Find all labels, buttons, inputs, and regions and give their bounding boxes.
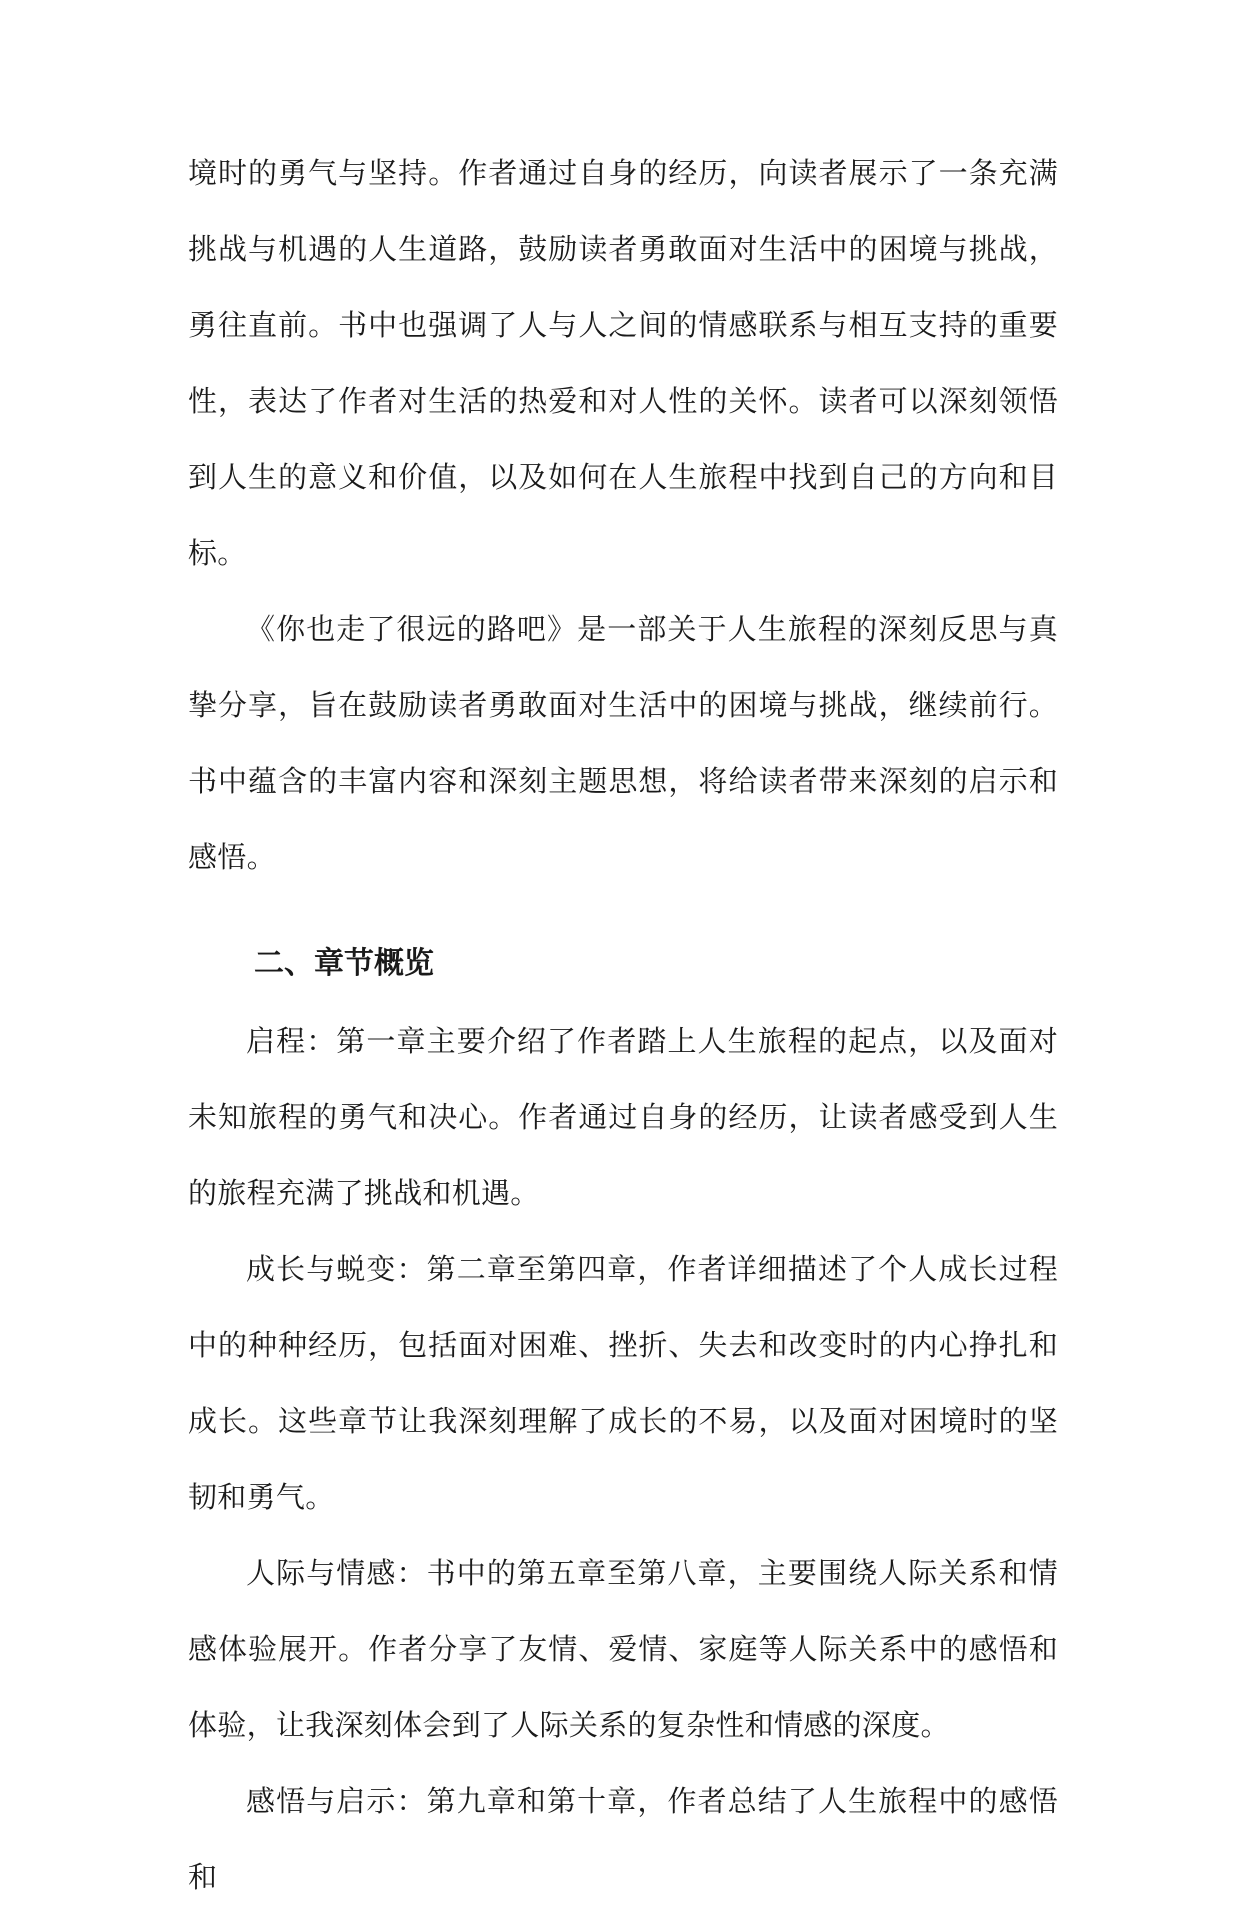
paragraph-continuation: 境时的勇气与坚持。作者通过自身的经历，向读者展示了一条充满挑战与机遇的人生道路，鼓励读者勇敢面对生活中的困境与挑战，勇往直前。书中也强调了人与人之间的情感联系与相互支持的重要性，表达了作者对生活的热爱和对人性的关怀。读者可以深刻领悟到人生的意义和价值，以及如何在人生旅程中找到自己的方向和目标。 [188, 156, 1058, 570]
paragraph-chapter-insights: 感悟与启示：第九章和第十章，作者总结了人生旅程中的感悟和 [188, 1784, 1058, 1894]
paragraph-chapter-relationships: 人际与情感：书中的第五章至第八章，主要围绕人际关系和情感体验展开。作者分享了友情、爱情、家庭等人际关系中的感悟和体验，让我深刻体会到了人际关系的复杂性和情感的深度。 [188, 1556, 1058, 1742]
paragraph-book-summary: 《你也走了很远的路吧》是一部关于人生旅程的深刻反思与真挚分享，旨在鼓励读者勇敢面对生活中的困境与挑战，继续前行。书中蕴含的丰富内容和深刻主题思想，将给读者带来深刻的启示和感悟。 [188, 612, 1058, 874]
section-heading: 二、章节概览 [254, 946, 434, 981]
paragraph-chapter-growth: 成长与蜕变：第二章至第四章，作者详细描述了个人成长过程中的种种经历，包括面对困难、挫折、失去和改变时的内心挣扎和成长。这些章节让我深刻理解了成长的不易，以及面对困境时的坚韧和勇气。 [188, 1252, 1058, 1514]
paragraph-chapter-start: 启程：第一章主要介绍了作者踏上人生旅程的起点，以及面对未知旅程的勇气和决心。作者通过自身的经历，让读者感受到人生的旅程充满了挑战和机遇。 [188, 1024, 1058, 1210]
document-page [188, 135, 1058, 1915]
